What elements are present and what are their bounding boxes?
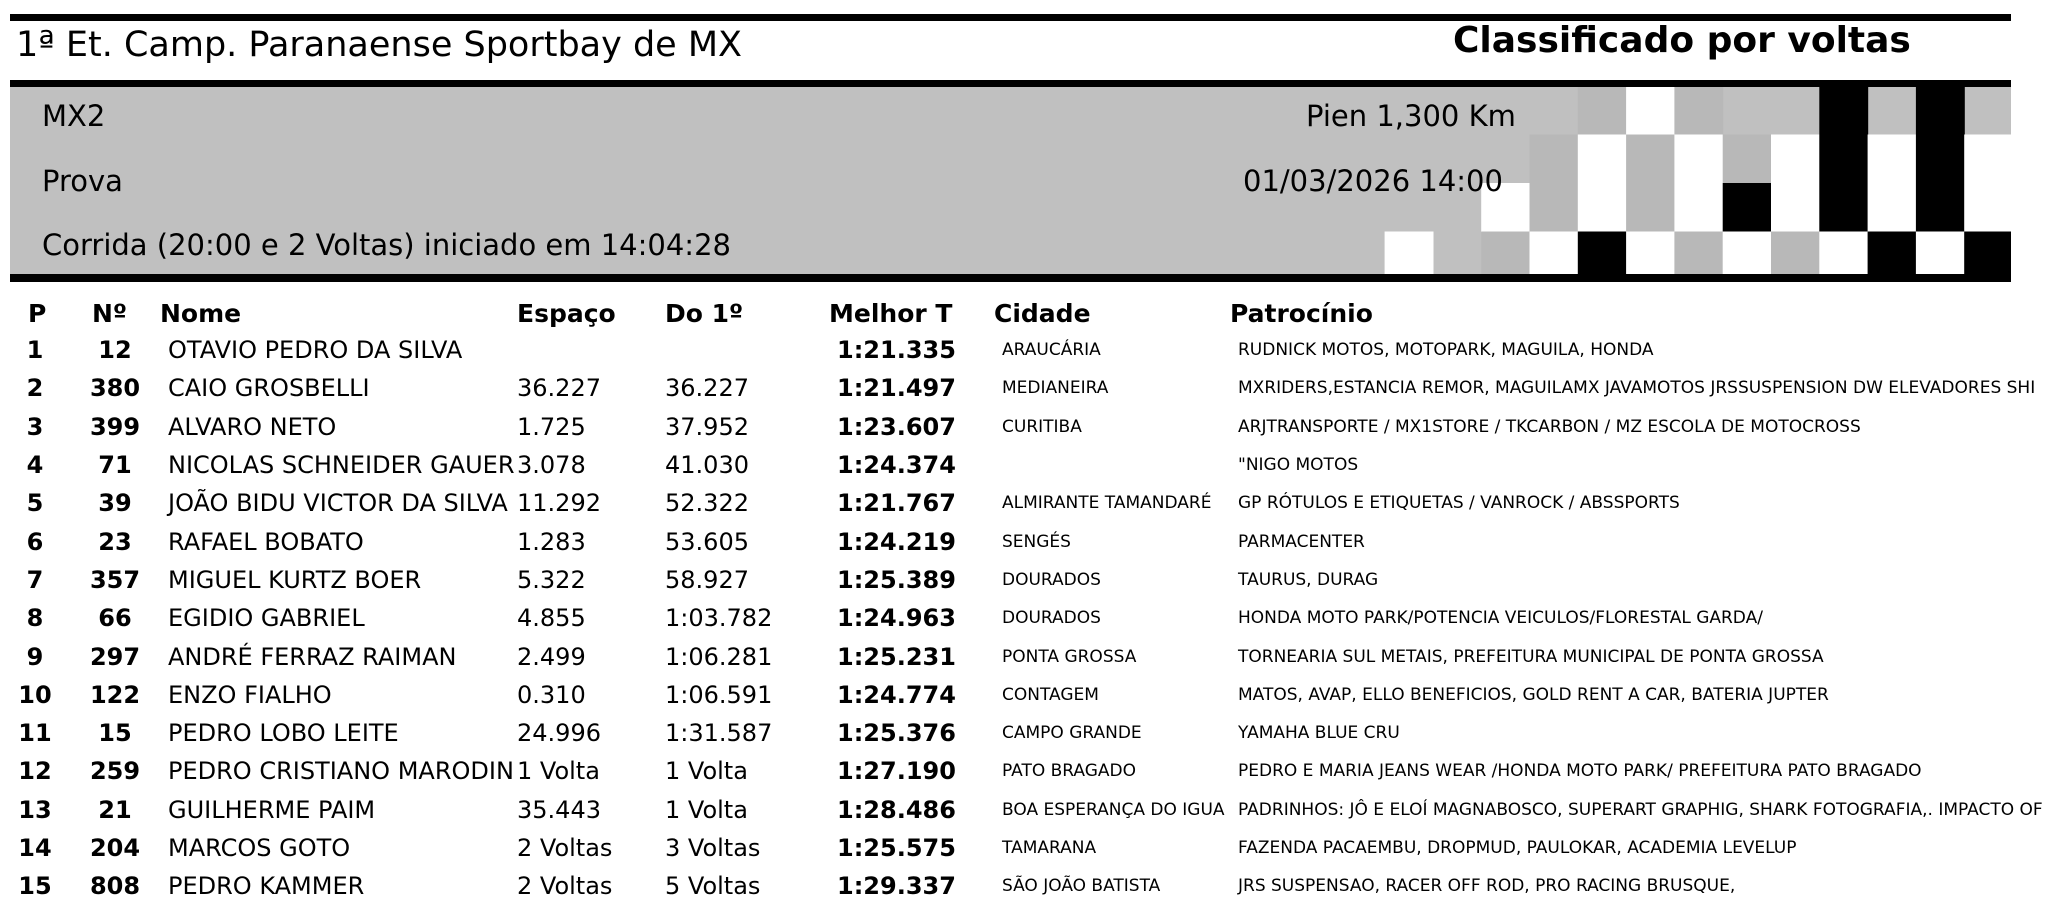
cell-name: CAIO GROSBELLI [168,374,370,403]
cell-best-lap: 1:23.607 [837,412,956,441]
bottom-rule [10,274,2011,282]
cell-number: 204 [89,834,141,862]
table-row [0,829,2064,867]
cell-name: OTAVIO PEDRO DA SILVA [168,336,463,365]
checker-square [1723,183,1772,232]
checker-square [1530,232,1579,275]
cell-position: 2 [26,374,44,403]
cell-sponsor: TORNEARIA SUL METAIS, PREFEITURA MUNICIPAL DE PONTA GROSSA [1238,646,1824,667]
cell-gap: 2.499 [517,642,586,671]
cell-position: 15 [18,872,52,901]
cell-diff-first: 36.227 [665,374,749,403]
cell-sponsor: GP RÓTULOS E ETIQUETAS / VANROCK / ABSSPORTS [1238,493,1680,514]
col-header-city: Cidade [994,298,1091,328]
cell-position: 10 [18,680,52,709]
cell-position: 7 [26,565,44,594]
cell-city: SÃO JOÃO BATISTA [1002,876,1161,897]
cell-position: 1 [26,336,44,365]
cell-sponsor: "NIGO MOTOS [1238,455,1359,476]
checker-square [1723,232,1772,275]
cell-gap: 5.322 [517,565,586,594]
middle-rule [10,80,2011,87]
cell-number: 21 [98,795,132,824]
cell-diff-first: 41.030 [665,451,749,480]
cell-name: JOÃO BIDU VICTOR DA SILVA [168,489,508,518]
cell-best-lap: 1:24.774 [837,680,956,709]
race-datetime: 01/03/2026 14:00 [1243,164,1503,198]
category-label: MX2 [42,99,106,133]
cell-gap: 3.078 [517,451,586,480]
cell-best-lap: 1:27.190 [837,757,956,786]
race-info-panel [10,87,2011,274]
cell-name: MARCOS GOTO [168,834,351,862]
checker-square [1819,87,1868,135]
cell-gap: 2 Voltas [517,872,613,901]
checker-square [1723,135,1772,184]
table-row [0,867,2064,905]
checker-square [1819,183,1868,232]
table-row [0,676,2064,714]
checker-square [1819,232,1868,275]
cell-gap: 0.310 [517,680,586,709]
cell-diff-first [665,331,829,369]
checker-square [1674,135,1723,184]
checker-square [1916,135,1965,184]
cell-sponsor: TAURUS, DURAG [1238,569,1379,590]
cell-best-lap: 1:25.389 [837,565,956,594]
cell-number: 39 [98,489,132,518]
checker-square [1481,232,1530,275]
cell-sponsor: HONDA MOTO PARK/POTENCIA VEICULOS/FLORESTAL GARDA/ [1238,608,1763,629]
cell-gap: 4.855 [517,604,586,633]
cell-position: 8 [26,604,44,633]
cell-number: 808 [89,872,141,901]
cell-diff-first: 5 Voltas [665,872,761,901]
cell-number: 297 [89,642,141,671]
cell-diff-first: 1 Volta [665,795,748,824]
cell-name: ENZO FIALHO [168,680,332,709]
checker-square [1771,183,1820,232]
col-header-name: Nome [160,298,242,328]
cell-diff-first: 1:31.587 [665,719,773,748]
checker-square [1964,232,2011,275]
cell-diff-first: 1:06.591 [665,680,773,709]
cell-sponsor: YAMAHA BLUE CRU [1238,723,1400,744]
cell-diff-first: 1:03.782 [665,604,773,633]
cell-gap: 35.443 [517,795,601,824]
cell-gap [517,331,665,369]
table-row [0,599,2064,637]
cell-sponsor: MXRIDERS,ESTANCIA REMOR, MAGUILAMX JAVAMOTOS JRSSUSPENSION DW ELEVADORES SHI [1238,378,2036,399]
race-start-info: Corrida (20:00 e 2 Voltas) iniciado em 14:04:28 [42,228,731,262]
checker-square [1530,183,1579,232]
cell-name: EGIDIO GABRIEL [168,604,365,633]
cell-city: MEDIANEIRA [1002,378,1109,399]
cell-name: GUILHERME PAIM [168,795,376,824]
checker-square [1916,183,1965,232]
table-row [0,331,2064,369]
table-row [0,446,2064,484]
cell-best-lap: 1:25.231 [837,642,956,671]
col-header-sponsor: Patrocínio [1230,298,1373,328]
cell-name: NICOLAS SCHNEIDER GAUER [168,451,515,480]
cell-number: 23 [98,527,132,556]
cell-number: 259 [89,757,141,786]
cell-sponsor: ARJTRANSPORTE / MX1STORE / TKCARBON / MZ ESCOLA DE MOTOCROSS [1238,416,1861,437]
cell-number: 71 [98,451,132,480]
checker-square [1626,183,1675,232]
checker-square [1626,232,1675,275]
cell-diff-first: 3 Voltas [665,834,761,862]
checker-square [1868,183,1917,232]
cell-city [994,446,1230,484]
cell-number: 399 [89,412,141,441]
cell-best-lap: 1:25.376 [837,719,956,748]
table-row [0,714,2064,752]
cell-sponsor: MATOS, AVAP, ELLO BENEFICIOS, GOLD RENT A CAR, BATERIA JUPTER [1238,684,1829,705]
cell-position: 3 [26,412,44,441]
cell-position: 9 [26,642,44,671]
cell-best-lap: 1:24.374 [837,451,956,480]
cell-best-lap: 1:28.486 [837,795,956,824]
cell-gap: 1.725 [517,412,586,441]
cell-position: 12 [18,757,52,786]
checker-square [1530,135,1579,184]
cell-diff-first: 58.927 [665,565,749,594]
table-header-row [0,295,2064,331]
checker-square [1771,135,1820,184]
cell-sponsor: PEDRO E MARIA JEANS WEAR /HONDA MOTO PARK/ PREFEITURA PATO BRAGADO [1238,761,1922,782]
cell-position: 6 [26,527,44,556]
table-row [0,561,2064,599]
cell-number: 380 [89,374,141,403]
col-header-best-lap: Melhor T [829,298,953,328]
results-table [0,295,2064,905]
table-row [0,369,2064,407]
cell-position: 13 [18,795,52,824]
cell-gap: 24.996 [517,719,601,748]
table-row [0,484,2064,522]
checker-square [1674,232,1723,275]
checker-square [1385,232,1434,275]
cell-sponsor: RUDNICK MOTOS, MOTOPARK, MAGUILA, HONDA [1238,340,1654,361]
col-header-position: P [28,298,47,328]
checker-square [1578,183,1627,232]
cell-best-lap: 1:21.497 [837,374,956,403]
cell-city: CURITIBA [1002,416,1082,437]
cell-name: RAFAEL BOBATO [168,527,364,556]
cell-city: ARAUCÁRIA [1002,340,1101,361]
cell-city: PATO BRAGADO [1002,761,1137,782]
session-label: Prova [42,164,123,198]
cell-sponsor: PADRINHOS: JÔ E ELOÍ MAGNABOSCO, SUPERART GRAPHIG, SHARK FOTOGRAFIA,. IMPACTO OF [1238,799,2043,820]
table-row [0,522,2064,560]
table-row [0,791,2064,829]
cell-best-lap: 1:24.219 [837,527,956,556]
cell-number: 357 [89,565,141,594]
cell-number: 15 [98,719,132,748]
cell-position: 11 [18,719,52,748]
checker-square [1626,135,1675,184]
cell-sponsor: JRS SUSPENSAO, RACER OFF ROD, PRO RACING BRUSQUE, [1238,876,1736,897]
cell-gap: 1.283 [517,527,586,556]
checker-square [1771,232,1820,275]
cell-name: PEDRO KAMMER [168,872,365,901]
cell-gap: 1 Volta [517,757,600,786]
cell-best-lap: 1:29.337 [837,872,956,901]
checker-square [1868,232,1917,275]
cell-city: TAMARANA [1002,838,1097,858]
cell-gap: 2 Voltas [517,834,613,862]
cell-diff-first: 1:06.281 [665,642,773,671]
table-row [0,637,2064,675]
cell-name: PEDRO LOBO LEITE [168,719,399,748]
cell-best-lap: 1:25.575 [837,834,956,862]
table-row [0,752,2064,790]
cell-city: DOURADOS [1002,608,1101,629]
cell-best-lap: 1:21.335 [837,336,956,365]
cell-best-lap: 1:24.963 [837,604,956,633]
cell-city: CONTAGEM [1002,684,1099,705]
cell-name: PEDRO CRISTIANO MARODIN [168,757,514,786]
event-title: 1ª Et. Camp. Paranaense Sportbay de MX [16,25,742,65]
track-length: Pien 1,300 Km [1306,99,1516,133]
col-header-gap: Espaço [517,298,616,328]
cell-diff-first: 1 Volta [665,757,748,786]
cell-number: 66 [98,604,132,633]
cell-city: PONTA GROSSA [1002,646,1137,667]
checker-square [1578,87,1627,135]
checker-square [1819,135,1868,184]
cell-city: DOURADOS [1002,569,1101,590]
cell-number: 12 [98,336,132,365]
cell-position: 5 [26,489,44,518]
cell-diff-first: 53.605 [665,527,749,556]
checker-square [1916,87,1965,135]
table-row [0,408,2064,446]
checker-square [1626,87,1675,135]
cell-number: 122 [89,680,141,709]
classification-title: Classificado por voltas [1453,20,1911,61]
cell-city: ALMIRANTE TAMANDARÉ [1002,493,1212,514]
cell-sponsor: FAZENDA PACAEMBU, DROPMUD, PAULOKAR, ACADEMIA LEVELUP [1238,838,1797,858]
cell-sponsor: PARMACENTER [1238,531,1365,552]
checker-square [1578,232,1627,275]
cell-city: BOA ESPERANÇA DO IGUA [1002,799,1225,820]
checker-square [1964,135,2011,184]
col-header-number: Nº [92,298,128,328]
checker-square [1868,135,1917,184]
checker-square [1916,232,1965,275]
cell-city: SENGÉS [1002,531,1071,552]
cell-name: ALVARO NETO [168,412,337,441]
cell-name: ANDRÉ FERRAZ RAIMAN [168,642,457,671]
cell-diff-first: 52.322 [665,489,749,518]
checker-square [1674,87,1723,135]
col-header-diff-first: Do 1º [665,298,744,328]
cell-city: CAMPO GRANDE [1002,723,1142,744]
cell-best-lap: 1:21.767 [837,489,956,518]
cell-name: MIGUEL KURTZ BOER [168,565,422,594]
cell-diff-first: 37.952 [665,412,749,441]
cell-gap: 36.227 [517,374,601,403]
cell-gap: 11.292 [517,489,601,518]
checker-square [1578,135,1627,184]
checker-square [1674,183,1723,232]
cell-position: 4 [26,451,44,480]
cell-position: 14 [18,834,52,862]
checker-square [1964,183,2011,232]
